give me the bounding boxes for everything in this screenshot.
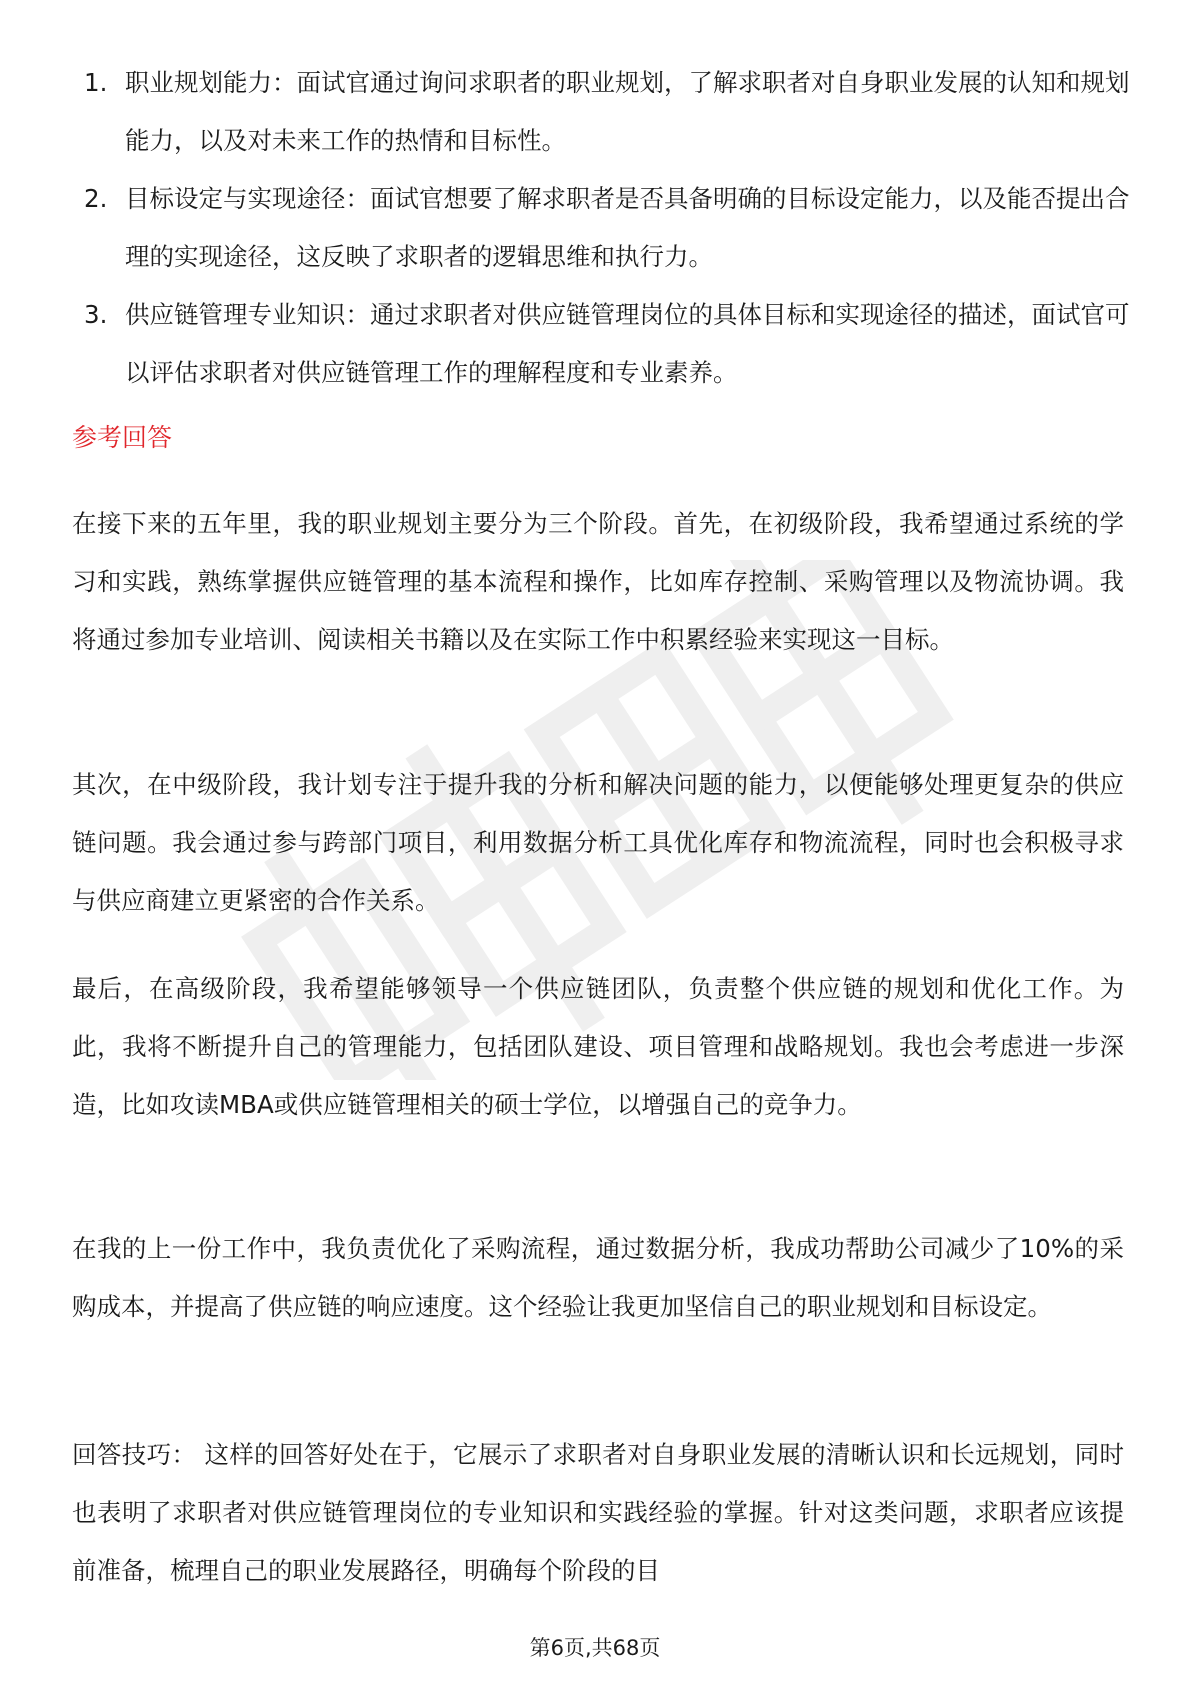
list-item-number: 3. [84, 300, 108, 329]
answer-paragraph-1: 在接下来的五年里，我的职业规划主要分为三个阶段。首先，在初级阶段，我希望通过系统的学习和实践，熟练掌握供应链管理的基本流程和操作，比如库存控制、采购管理以及物流协调。我将通过参加专业培训、阅读相关书籍以及在实际工作中积累经验来实现这一目标。 [72, 509, 1124, 654]
list-item-text: 供应链管理专业知识：通过求职者对供应链管理岗位的具体目标和实现途径的描述，面试官可以评估求职者对供应链管理工作的理解程度和专业素养。 [125, 300, 1130, 387]
list-item-text: 目标设定与实现途径：面试官想要了解求职者是否具备明确的目标设定能力，以及能否提出合理的实现途径，这反映了求职者的逻辑思维和执行力。 [125, 184, 1130, 271]
numbered-list [72, 54, 1132, 402]
answer-paragraph-3: 最后，在高级阶段，我希望能够领导一个供应链团队，负责整个供应链的规划和优化工作。为此，我将不断提升自己的管理能力，包括团队建设、项目管理和战略规划。我也会考虑进一步深造，比如攻读MBA或供应链管理相关的硕士学位，以增强自己的竞争力。 [72, 974, 1124, 1119]
list-item [72, 286, 1132, 402]
section-title: 参考回答 [72, 423, 173, 452]
list-item-number: 1. [84, 68, 108, 97]
list-item [72, 54, 1132, 170]
answer-paragraph-2: 其次，在中级阶段，我计划专注于提升我的分析和解决问题的能力，以便能够处理更复杂的供应链问题。我会通过参与跨部门项目，利用数据分析工具优化库存和物流流程，同时也会积极寻求与供应商建立更紧密的合作关系。 [72, 770, 1124, 915]
list-item-text: 职业规划能力：面试官通过询问求职者的职业规划，了解求职者对自身职业发展的认知和规划能力，以及对未来工作的热情和目标性。 [125, 68, 1130, 155]
list-item [72, 170, 1132, 286]
page-number-footer: 第6页,共68页 [529, 1636, 661, 1660]
answer-paragraph-4: 在我的上一份工作中，我负责优化了采购流程，通过数据分析，我成功帮助公司减少了10%的采购成本，并提高了供应链的响应速度。这个经验让我更加坚信自己的职业规划和目标设定。 [72, 1234, 1124, 1321]
answer-tips-paragraph: 回答技巧： 这样的回答好处在于，它展示了求职者对自身职业发展的清晰认识和长远规划，同时也表明了求职者对供应链管理岗位的专业知识和实践经验的掌握。针对这类问题，求职者应该提前准备，梳理自己的职业发展路径，明确每个阶段的目 [72, 1440, 1124, 1585]
list-item-number: 2. [84, 184, 108, 213]
